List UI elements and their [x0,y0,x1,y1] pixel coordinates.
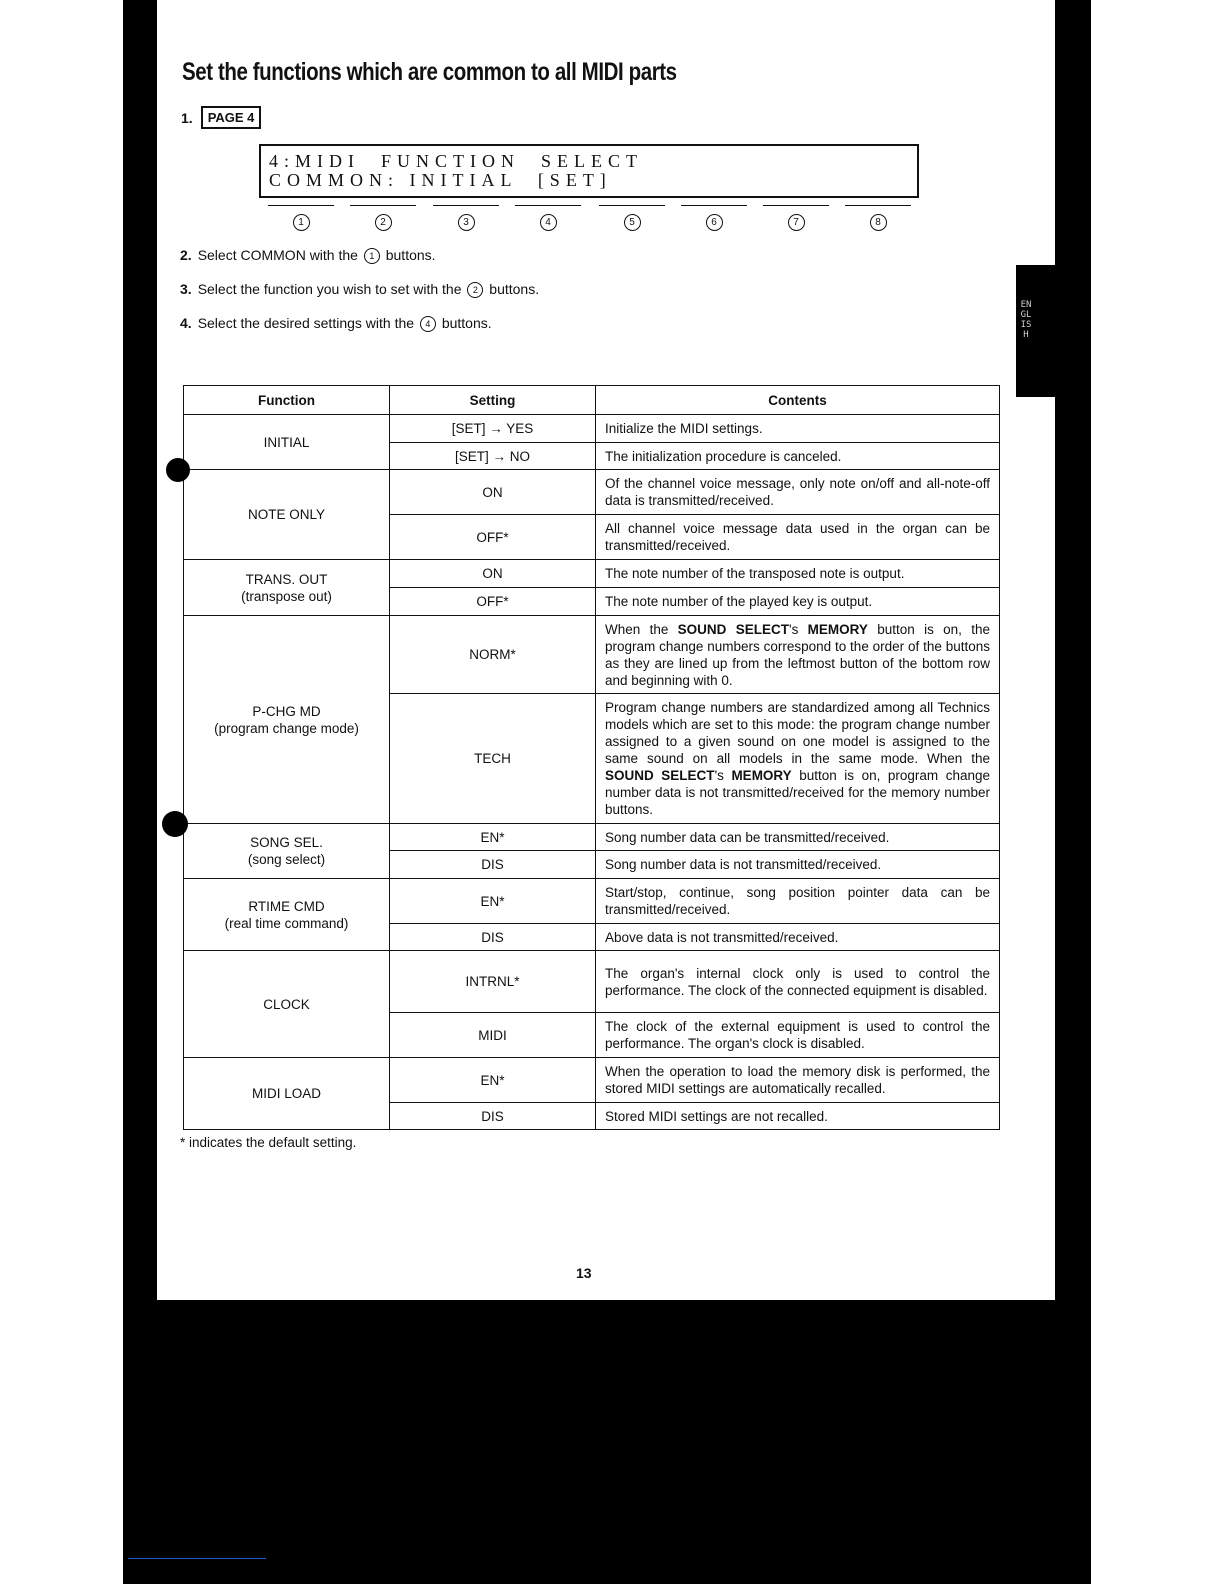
button-4-icon: 4 [540,214,557,231]
contents-cell: Song number data is not transmitted/received. [596,851,1000,879]
setting-cell: [SET] → YES [390,415,596,443]
step-text: Select the function you wish to set with the [197,281,462,297]
setting-cell: INTRNL* [390,951,596,1013]
contents-cell: Initialize the MIDI settings. [596,415,1000,443]
table-row [184,415,1000,443]
header-function: Function [184,386,390,415]
step-text: Select the desired settings with the [197,315,415,331]
table-row [184,824,1000,851]
function-sublabel: (real time command) [224,915,349,931]
contents-cell: When the operation to load the memory disk is performed, the stored MIDI settings are automatically recalled. [596,1058,1000,1103]
setting-cell: OFF* [390,515,596,560]
setting-cell: DIS [390,851,596,879]
function-label: SONG SEL. [250,835,323,850]
function-initial: INITIAL [184,415,390,470]
setting-cell: EN* [390,879,596,924]
page-title: Set the functions which are common to all MIDI parts [182,58,677,86]
lcd-button-2 [350,205,416,231]
page-4-button: PAGE 4 [201,106,262,129]
header-contents: Contents [596,386,1000,415]
function-sublabel: (transpose out) [241,588,332,604]
midi-functions-table [183,385,1000,1130]
contents-cell: When the SOUND SELECT's MEMORY button is on, the program change numbers correspond to the order of the buttons as they are lined up from the leftmost button of the bottom row and beginning with 0. [596,616,1000,694]
step-4 [180,315,492,332]
setting-cell: DIS [390,1103,596,1130]
setting-cell: NORM* [390,616,596,694]
function-midi-load: MIDI LOAD [184,1058,390,1130]
function-label: TRANS. OUT [245,571,328,587]
page-number: 13 [576,1265,592,1281]
table-row [184,470,1000,515]
button-8-icon: 8 [870,214,887,231]
language-tab-label: ENGLISH [1020,300,1032,340]
footnote: * indicates the default setting. [180,1135,357,1150]
function-label: RTIME CMD [248,898,325,914]
function-sublabel: (program change mode) [214,720,359,736]
lcd-button-4 [515,205,581,231]
binding-hole-dot [166,458,190,482]
lcd-display [259,144,919,198]
step-number: 2. [180,247,192,263]
button-1-icon: 1 [364,248,380,264]
function-sublabel: (song select) [247,852,326,867]
function-p-chg-md [184,616,390,824]
lcd-line-2: COMMON: INITIAL [SET] [269,170,612,190]
contents-cell: Song number data can be transmitted/received. [596,824,1000,851]
lcd-button-7 [763,205,829,231]
setting-cell: ON [390,560,596,588]
step-1 [181,106,261,129]
step-text: buttons. [441,315,492,331]
step-text: Select COMMON with the [197,247,358,263]
contents-cell: Stored MIDI settings are not recalled. [596,1103,1000,1130]
contents-cell: The note number of the transposed note is output. [596,560,1000,588]
contents-cell: The initialization procedure is canceled. [596,443,1000,470]
table-row [184,616,1000,694]
function-label: P-CHG MD [252,703,321,719]
header-setting: Setting [390,386,596,415]
scan-border-bottom [123,1300,1091,1584]
function-clock: CLOCK [184,951,390,1058]
step-text: buttons. [385,247,436,263]
step-3 [180,281,539,298]
binding-hole-dot [162,811,188,837]
contents-cell: Program change numbers are standardized among all Technics models which are set to this mode: the program change number assigned to a given sound on one model is assigned to the same sound on all models in the same mode. When the SOUND SELECT's MEMORY button is on, program change number data is not transmitted/received for the memory number buttons. [596,694,1000,824]
button-1-icon: 1 [293,214,310,231]
lcd-buttons-row [0,205,1224,235]
setting-cell: DIS [390,924,596,951]
lcd-button-8 [845,205,911,231]
setting-cell: EN* [390,1058,596,1103]
setting-cell: ON [390,470,596,515]
function-note-only: NOTE ONLY [184,470,390,560]
contents-cell: Start/stop, continue, song position pointer data can be transmitted/received. [596,879,1000,924]
button-3-icon: 3 [458,214,475,231]
button-2-icon: 2 [375,214,392,231]
step-2 [180,247,436,264]
table-header-row [184,386,1000,415]
table-row [184,879,1000,924]
setting-cell: MIDI [390,1013,596,1058]
contents-cell: Above data is not transmitted/received. [596,924,1000,951]
function-song-sel [184,824,390,879]
table-row [184,560,1000,588]
function-trans-out [184,560,390,616]
contents-cell: The clock of the external equipment is used to control the performance. The organ's clock is disabled. [596,1013,1000,1058]
button-6-icon: 6 [706,214,723,231]
lcd-line-1: 4:MIDI FUNCTION SELECT [269,151,643,171]
lcd-button-3 [433,205,499,231]
lcd-button-5 [599,205,665,231]
contents-cell: The organ's internal clock only is used to control the performance. The clock of the connected equipment is disabled. [596,951,1000,1013]
function-rtime-cmd [184,879,390,951]
contents-cell: The note number of the played key is output. [596,588,1000,616]
contents-cell: Of the channel voice message, only note on/off and all-note-off data is transmitted/received. [596,470,1000,515]
table-row [184,951,1000,1013]
link-underline [128,1558,266,1559]
button-2-icon: 2 [467,282,483,298]
setting-cell: EN* [390,824,596,851]
step-number: 4. [180,315,192,331]
step-text: buttons. [489,281,540,297]
button-4-icon: 4 [420,316,436,332]
table-row [184,1058,1000,1103]
setting-cell: OFF* [390,588,596,616]
button-5-icon: 5 [624,214,641,231]
contents-cell: All channel voice message data used in the organ can be transmitted/received. [596,515,1000,560]
setting-cell: TECH [390,694,596,824]
button-7-icon: 7 [788,214,805,231]
step-number: 3. [180,281,192,297]
step-number: 1. [181,109,193,126]
lcd-button-6 [681,205,747,231]
lcd-button-1 [268,205,334,231]
setting-cell: [SET] → NO [390,443,596,470]
